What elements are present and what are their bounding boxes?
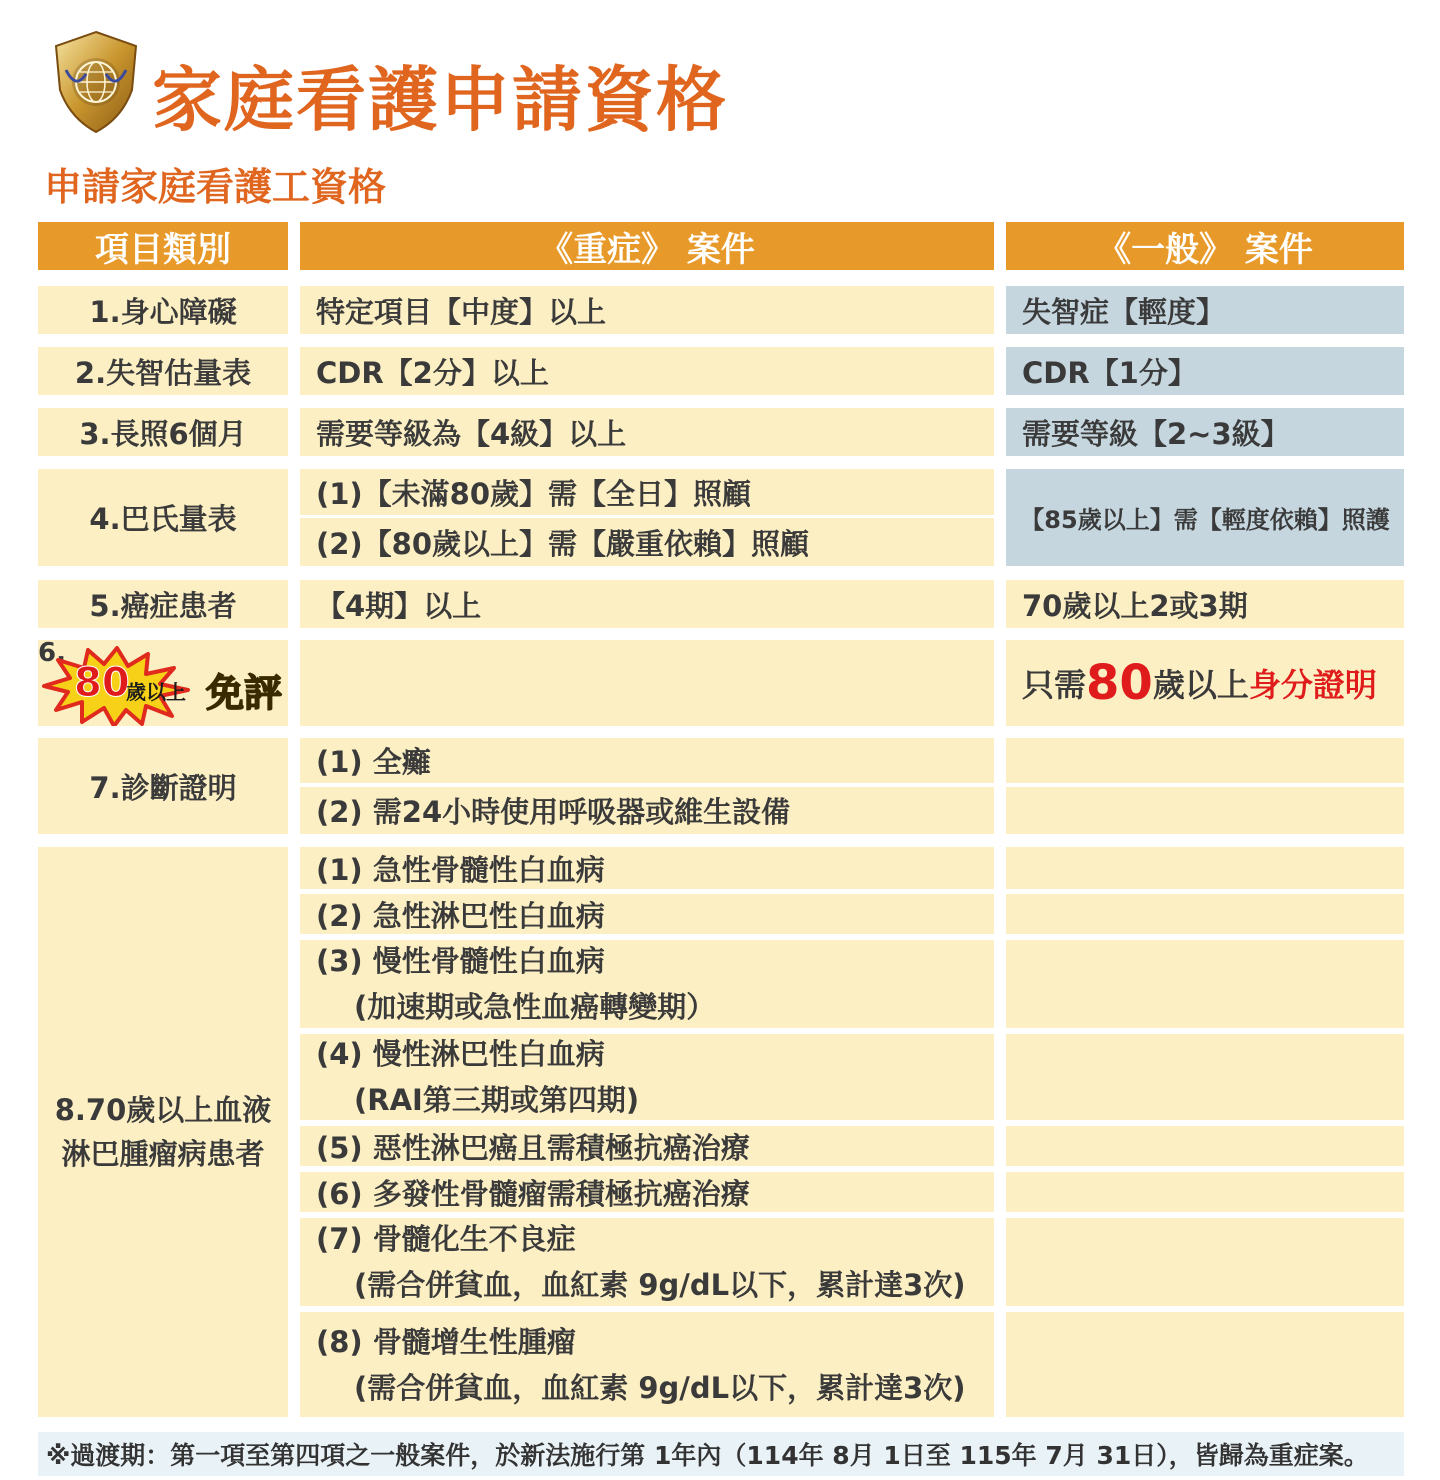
row-label-5: 5.癌症患者 bbox=[38, 580, 288, 628]
general-cell-2: CDR【1分】 bbox=[1006, 347, 1404, 395]
severe-8-7-note: (需合併貧血，血紅素 9g/dL以下，累計達3次) bbox=[354, 1268, 966, 1302]
general-cell-8-3 bbox=[1006, 940, 1404, 1028]
column-header-general: 《一般》 案件 bbox=[1006, 222, 1404, 270]
severe-cell-3: 需要等級為【4級】以上 bbox=[300, 408, 994, 456]
severe-cell-8-5: (5) 惡性淋巴癌且需積極抗癌治療 bbox=[300, 1126, 994, 1166]
general-6-id-proof: 身分證明 bbox=[1248, 666, 1377, 704]
severe-cell-5: 【4期】以上 bbox=[300, 580, 994, 628]
general-cell-5: 70歲以上2或3期 bbox=[1006, 580, 1404, 628]
general-cell-8-4 bbox=[1006, 1034, 1404, 1120]
row-label-7: 7.診斷證明 bbox=[38, 738, 288, 834]
severe-8-8-note: (需合併貧血，血紅素 9g/dL以下，累計達3次) bbox=[354, 1370, 966, 1405]
page-title: 家庭看護申請資格 bbox=[152, 59, 728, 141]
severe-cell-8-8 bbox=[300, 1312, 994, 1417]
logo-icon bbox=[52, 30, 140, 134]
general-cell-1: 失智症【輕度】 bbox=[1006, 286, 1404, 334]
row-label-3: 3.長照6個月 bbox=[38, 408, 288, 456]
general-cell-7a bbox=[1006, 738, 1404, 783]
severe-cell-6 bbox=[300, 640, 994, 726]
row-label-8 bbox=[38, 847, 288, 1417]
severe-cell-7a: (1) 全癱 bbox=[300, 738, 994, 783]
row-label-2: 2.失智估量表 bbox=[38, 347, 288, 395]
general-cell-3: 需要等級【2~3級】 bbox=[1006, 408, 1404, 456]
column-header-category: 項目類別 bbox=[38, 222, 288, 270]
severe-cell-8-2: (2) 急性淋巴性白血病 bbox=[300, 894, 994, 934]
badge-big-text: 免評 bbox=[206, 671, 283, 715]
footnote: ※過渡期：第一項至第四項之一般案件，於新法施行第 1年內（114年 8月 1日至 115年 7月 31日），皆歸為重症案。 bbox=[38, 1432, 1404, 1476]
row-label-8-line1: 8.70歲以上血液 bbox=[54, 1093, 272, 1127]
severe-cell-7b: (2) 需24小時使用呼吸器或維生設備 bbox=[300, 787, 994, 834]
column-header-severe: 《重症》 案件 bbox=[300, 222, 994, 270]
severe-cell-8-3 bbox=[300, 940, 994, 1028]
severe-8-3-main: (3) 慢性骨髓性白血病 bbox=[316, 944, 605, 978]
general-cell-8-1 bbox=[1006, 847, 1404, 889]
row-label-8-line2: 淋巴腫瘤病患者 bbox=[61, 1137, 265, 1171]
general-6-prefix: 只需 bbox=[1022, 666, 1087, 704]
row-label-4: 4.巴氏量表 bbox=[38, 469, 288, 566]
severe-8-3-note: (加速期或急性血癌轉變期） bbox=[354, 990, 716, 1024]
general-cell-8-7 bbox=[1006, 1218, 1404, 1306]
severe-cell-8-1: (1) 急性骨髓性白血病 bbox=[300, 847, 994, 889]
row-label-6 bbox=[38, 640, 288, 726]
general-cell-6 bbox=[1006, 640, 1404, 726]
general-6-number: 80 bbox=[1086, 655, 1153, 711]
general-cell-4: 【85歲以上】需【輕度依賴】照護 bbox=[1006, 469, 1404, 566]
severe-cell-2: CDR【2分】以上 bbox=[300, 347, 994, 395]
general-cell-8-8 bbox=[1006, 1312, 1404, 1417]
severe-8-4-main: (4) 慢性淋巴性白血病 bbox=[316, 1037, 605, 1071]
severe-cell-4a: (1)【未滿80歲】需【全日】照顧 bbox=[300, 469, 994, 515]
severe-cell-1: 特定項目【中度】以上 bbox=[300, 286, 994, 334]
severe-cell-4b: (2)【80歲以上】需【嚴重依賴】照顧 bbox=[300, 518, 994, 566]
badge-number: 80 bbox=[74, 660, 130, 706]
severe-cell-8-7 bbox=[300, 1218, 994, 1306]
general-cell-8-2 bbox=[1006, 894, 1404, 934]
severe-8-8-main: (8) 骨髓增生性腫瘤 bbox=[316, 1324, 576, 1359]
severe-cell-8-4 bbox=[300, 1034, 994, 1120]
general-cell-8-5 bbox=[1006, 1126, 1404, 1166]
row-label-1: 1.身心障礙 bbox=[38, 286, 288, 334]
severe-cell-8-6: (6) 多發性骨髓瘤需積極抗癌治療 bbox=[300, 1172, 994, 1212]
severe-8-7-main: (7) 骨髓化生不良症 bbox=[316, 1222, 576, 1256]
row-number-6: 6. bbox=[38, 638, 66, 668]
severe-8-4-note: (RAI第三期或第四期) bbox=[354, 1083, 640, 1117]
general-cell-7b bbox=[1006, 787, 1404, 834]
general-6-age: 歲以上 bbox=[1152, 666, 1249, 704]
general-cell-8-6 bbox=[1006, 1172, 1404, 1212]
badge-small-text: 歲以上 bbox=[126, 680, 186, 704]
page-subtitle: 申請家庭看護工資格 bbox=[44, 165, 387, 209]
